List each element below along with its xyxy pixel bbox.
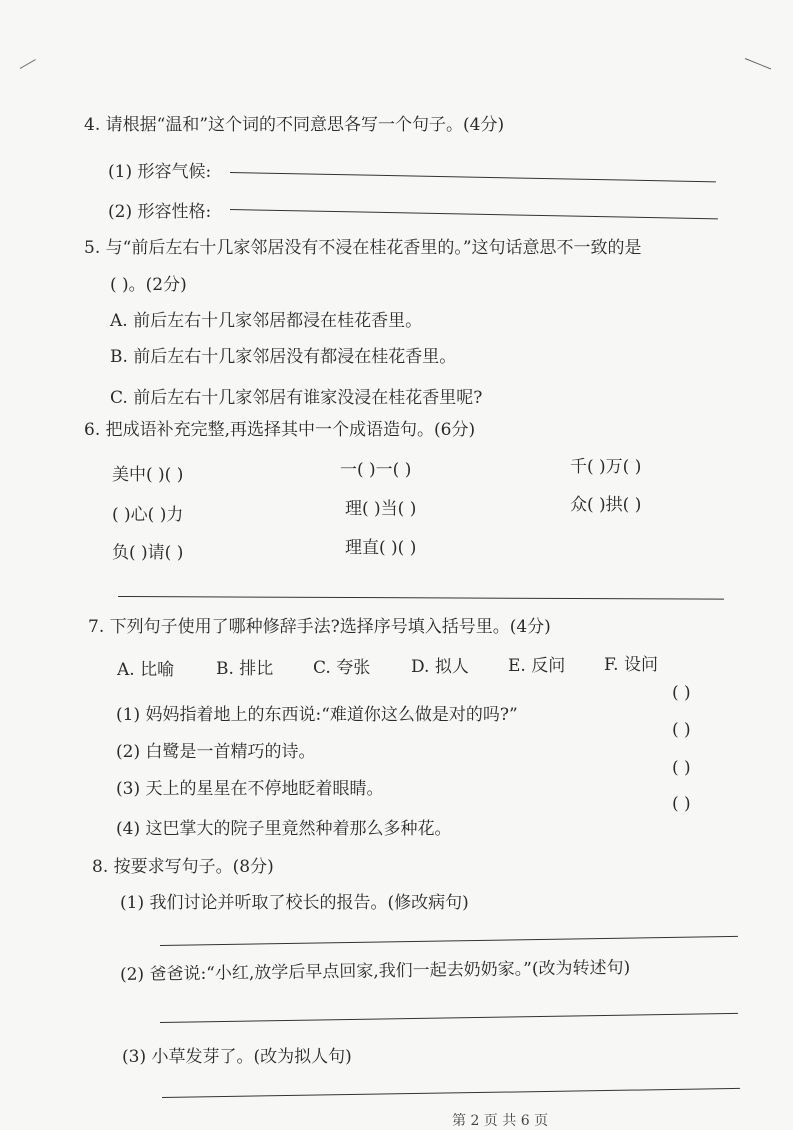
q7-item-4: (4) 这巴掌大的院子里竟然种着那么多种花。 [116, 819, 452, 839]
q7-choice-c: C. 夸张 [313, 658, 371, 678]
q8-answer-line-2[interactable] [160, 1013, 738, 1023]
q6-answer-line[interactable] [118, 596, 724, 600]
q8-answer-line-3[interactable] [162, 1088, 740, 1098]
q5-option-c: C. 前后左右十几家邻居有谁家没浸在桂花香里呢? [110, 388, 483, 408]
q6-idiom-r2-c2: 理( )当( ) [345, 499, 417, 519]
q6-idiom-r3-c1: 负( )请( ) [112, 543, 184, 563]
q8-item-1: (1) 我们讨论并听取了校长的报告。(修改病句) [120, 893, 469, 913]
q8-item-2: (2) 爸爸说:“小红,放学后早点回家,我们一起去奶奶家。”(改为转述句) [119, 957, 631, 985]
q7-answer-3[interactable]: ( ) [672, 758, 691, 778]
q8-item-3: (3) 小草发芽了。(改为拟人句) [122, 1047, 352, 1067]
q7-item-3: (3) 天上的星星在不停地眨着眼睛。 [116, 779, 384, 799]
q4-item-1: (1) 形容气候: [108, 162, 212, 182]
q7-answer-2[interactable]: ( ) [672, 720, 691, 740]
q8-answer-line-1[interactable] [160, 936, 738, 946]
q7-choice-f: F. 设问 [604, 655, 658, 675]
q5-option-a: A. 前后左右十几家邻居都浸在桂花香里。 [110, 311, 423, 331]
corner-mark-left [20, 59, 36, 69]
q7-answer-1[interactable]: ( ) [672, 683, 691, 703]
q8-title: 8. 按要求写句子。(8分) [92, 857, 274, 877]
q7-choice-a: A. 比喻 [117, 660, 175, 680]
q7-item-2: (2) 白鹭是一首精巧的诗。 [116, 742, 316, 762]
q7-item-1: (1) 妈妈指着地上的东西说:“难道你这么做是对的吗?” [116, 705, 518, 725]
q4-answer-line-2[interactable] [230, 209, 718, 219]
q5-paren: ( )。(2分) [110, 275, 187, 295]
q6-idiom-r3-c2: 理直( )( ) [345, 538, 417, 558]
q6-idiom-r2-c1: ( )心( )力 [112, 505, 184, 525]
q5-option-b: B. 前后左右十几家邻居没有都浸在桂花香里。 [110, 347, 457, 367]
q5-title: 5. 与“前后左右十几家邻居没有不浸在桂花香里的。”这句话意思不一致的是 [84, 238, 642, 258]
q4-answer-line-1[interactable] [230, 172, 716, 182]
q6-title: 6. 把成语补充完整,再选择其中一个成语造句。(6分) [84, 420, 476, 440]
q7-choice-e: E. 反问 [508, 656, 566, 676]
q4-title: 4. 请根据“温和”这个词的不同意思各写一个句子。(4分) [84, 115, 505, 135]
q4-item-2: (2) 形容性格: [108, 202, 212, 222]
corner-mark-right [745, 58, 771, 69]
q7-answer-4[interactable]: ( ) [672, 794, 691, 814]
page-number: 第 2 页 共 6 页 [452, 1113, 549, 1129]
q7-choice-d: D. 拟人 [411, 657, 469, 677]
q7-title: 7. 下列句子使用了哪种修辞手法?选择序号填入括号里。(4分) [88, 617, 551, 637]
q6-idiom-r1-c3: 千( )万( ) [570, 457, 642, 477]
q6-idiom-r2-c3: 众( )拱( ) [570, 495, 642, 515]
q6-idiom-r1-c1: 美中( )( ) [112, 465, 184, 485]
q6-idiom-r1-c2: 一( )一( ) [340, 460, 412, 480]
q7-choice-b: B. 排比 [216, 659, 274, 679]
